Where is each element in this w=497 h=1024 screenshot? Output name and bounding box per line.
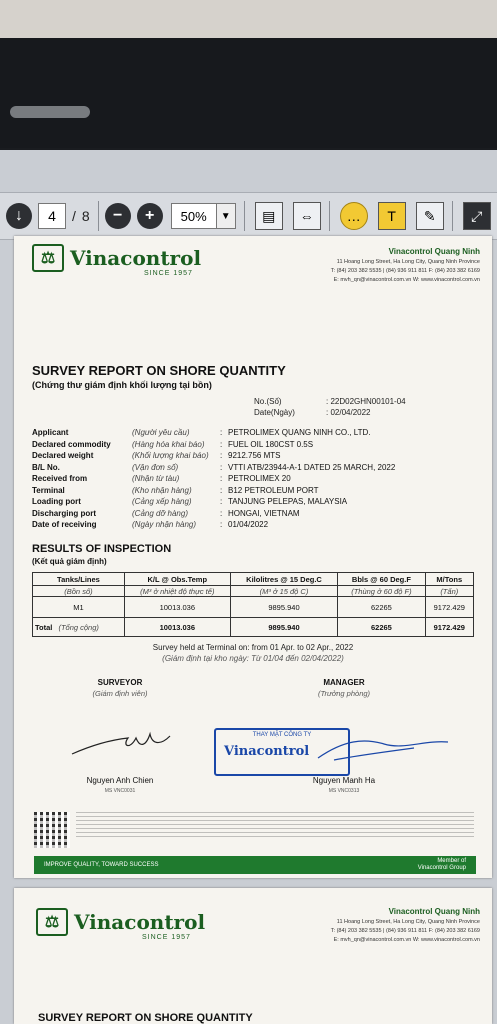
report-number-label: No.(Số)	[254, 397, 282, 406]
address-line: 11 Hoang Long Street, Ha Long City, Quang Ninh Province	[336, 259, 480, 265]
screen-glare	[10, 106, 90, 118]
column-header-vi: (M³ ở nhiệt độ thực tế)	[124, 586, 230, 597]
pdf-toolbar	[0, 192, 497, 240]
field-row: B/L No. (Vận đơn số) : VTTI ATB/23944-A-1 DATED 25 MARCH, 2022	[32, 462, 396, 472]
footer-member-line1: Member of	[437, 858, 466, 864]
column-header: Kilolitres @ 15 Deg.C	[230, 573, 338, 586]
total-label-vi: (Tổng cộng)	[58, 622, 99, 632]
comment-icon[interactable]: …	[340, 202, 368, 230]
field-label: Date of receiving	[32, 520, 97, 529]
field-row: Received from (Nhận từ tàu) : PETROLIMEX 20	[32, 474, 291, 483]
surveyor-title: SURVEYOR	[97, 678, 143, 687]
field-value: PETROLIMEX 20	[228, 474, 291, 483]
manager-title: MANAGER	[323, 678, 365, 687]
manager-title-vi: (Trưởng phòng)	[317, 689, 371, 698]
report-fields	[32, 428, 482, 532]
table-cell: 9895.940	[230, 618, 338, 637]
footer-member	[418, 858, 466, 872]
stamp-name: Vinacontrol	[224, 744, 310, 759]
highlight-text-icon[interactable]: T	[378, 202, 406, 230]
survey-held-note: Survey held at Terminal on: from 01 Apr. to 02 Apr., 2022	[152, 643, 354, 652]
phone-line: T: (84) 203 382 5535 | (84) 936 911 811 F: (84) 203 382 6169	[330, 928, 480, 934]
table-cell: 62265	[338, 597, 425, 618]
manager-code: MS VNC0313	[328, 788, 360, 794]
table-header-row	[33, 573, 474, 586]
column-header: Bbls @ 60 Deg.F	[338, 573, 425, 586]
table-row	[33, 597, 474, 618]
report-subtitle: (Chứng thư giám định khối lượng tại bồn)	[32, 380, 212, 390]
monitor-bezel	[0, 38, 497, 148]
table-cell: 62265	[338, 618, 425, 637]
footer-member-line2: Vinacontrol Group	[417, 865, 466, 871]
report-title: SURVEY REPORT ON SHORE QUANTITY	[38, 1012, 253, 1024]
table-cell: M1	[33, 597, 125, 618]
field-label-vi: (Cảng xếp hàng)	[132, 497, 192, 506]
report-date-value: : 02/04/2022	[326, 408, 371, 417]
toolbar-divider	[329, 201, 330, 231]
zoom-dropdown-icon[interactable]: ▼	[217, 203, 236, 229]
scales-icon: ⚖	[32, 244, 64, 272]
field-label: Applicant	[32, 428, 69, 437]
field-row: Loading port (Cảng xếp hàng) : TANJUNG PELEPAS, MALAYSIA	[32, 497, 348, 506]
email-line: E: mvh_qn@vinacontrol.com.vn W: www.vinacontrol.com.vn	[333, 277, 480, 283]
survey-held-note-vi: (Giám định tại kho ngày: Từ 01/04 đến 02/04/2022)	[162, 654, 344, 663]
email-line: E: mvh_qn@vinacontrol.com.vn W: www.vinacontrol.com.vn	[333, 937, 480, 943]
company-address-block	[331, 246, 480, 285]
sign-icon[interactable]: ✎	[416, 202, 444, 230]
next-page-icon[interactable]: ↓	[6, 203, 32, 229]
surveyor-name: Nguyen Anh Chien	[86, 776, 154, 785]
field-label-vi: (Ngày nhận hàng)	[132, 520, 197, 529]
since-label: SINCE 1957	[142, 934, 191, 941]
expand-icon[interactable]: ⤢	[463, 202, 491, 230]
field-value: 9212.756 MTS	[228, 451, 281, 460]
logo-text: Vinacontrol	[74, 910, 206, 934]
total-label-cell	[33, 618, 125, 637]
zoom-in-icon[interactable]: +	[137, 203, 163, 229]
zoom-level-input[interactable]: 50%	[171, 203, 217, 229]
toolbar-divider	[452, 201, 453, 231]
column-header: Tanks/Lines	[33, 573, 125, 586]
column-header: K/L @ Obs.Temp	[124, 573, 230, 586]
column-header: M/Tons	[425, 573, 473, 586]
fit-page-icon[interactable]: ▤	[255, 202, 283, 230]
footer-bar	[34, 856, 476, 874]
field-label-vi: (Khối lượng khai báo)	[132, 451, 209, 460]
manager-signature	[314, 730, 454, 770]
table-cell: 9172.429	[425, 597, 473, 618]
surveyor-signature	[70, 724, 190, 764]
branch-name: Vinacontrol Quang Ninh	[388, 247, 480, 256]
field-value: HONGAI, VIETNAM	[228, 508, 300, 518]
field-label-vi: (Nhận từ tàu)	[132, 474, 180, 483]
surveyor-code: MS VNC0031	[104, 788, 136, 794]
vinacontrol-logo	[36, 908, 205, 936]
column-header-vi: (M³ ở 15 độ C)	[230, 586, 338, 597]
address-line: 11 Hoang Long Street, Ha Long City, Quang Ninh Province	[336, 919, 480, 925]
field-row: Declared commodity (Hàng hóa khai báo) : FUEL OIL 180CST 0.5S	[32, 439, 314, 449]
field-value: FUEL OIL 180CST 0.5S	[228, 439, 314, 449]
inspection-table	[32, 572, 474, 637]
results-subtitle: (Kết quả giám định)	[32, 557, 107, 566]
field-label-vi: (Cảng dỡ hàng)	[132, 508, 188, 518]
report-number-value: : 22D02GHN00101-04	[326, 397, 406, 406]
logo-text: Vinacontrol	[70, 246, 202, 270]
toolbar-divider	[244, 201, 245, 231]
manager-name: Nguyen Manh Ha	[312, 776, 376, 785]
background-wall	[0, 0, 497, 38]
field-row: Applicant (Người yêu cầu) : PETROLIMEX QUANG NINH CO., LTD.	[32, 428, 371, 437]
footer-slogan: IMPROVE QUALITY, TOWARD SUCCESS	[44, 862, 159, 868]
field-value: VTTI ATB/23944-A-1 DATED 25 MARCH, 2022	[228, 462, 396, 472]
field-label-vi: (Người yêu cầu)	[132, 428, 190, 437]
table-cell: 10013.036	[124, 597, 230, 618]
table-header-vi-row	[33, 586, 474, 597]
field-value: B12 PETROLEUM PORT	[228, 485, 319, 495]
next-document-page	[14, 888, 492, 1024]
results-title: RESULTS OF INSPECTION	[32, 543, 172, 555]
field-row: Date of receiving (Ngày nhận hàng) : 01/04/2022	[32, 520, 269, 529]
report-number	[254, 397, 406, 406]
column-header-vi: (Tấn)	[425, 586, 473, 597]
field-value: PETROLIMEX QUANG NINH CO., LTD.	[228, 428, 371, 437]
field-label: Loading port	[32, 497, 81, 506]
field-row: Declared weight (Khối lượng khai báo) : 9212.756 MTS	[32, 451, 281, 460]
report-date-label: Date(Ngày)	[254, 408, 295, 417]
scales-icon: ⚖	[36, 908, 68, 936]
table-total-row	[33, 618, 474, 637]
table-cell: 9172.429	[425, 618, 473, 637]
table-cell: 9895.940	[230, 597, 338, 618]
report-title: SURVEY REPORT ON SHORE QUANTITY	[32, 363, 286, 378]
total-label: Total	[35, 622, 53, 632]
field-label: Declared weight	[32, 451, 94, 460]
field-label: Received from	[32, 474, 88, 483]
report-date	[254, 408, 371, 417]
field-label-vi: (Kho nhận hàng)	[132, 485, 192, 495]
column-header-vi: (Thùng ở 60 độ F)	[338, 586, 425, 597]
document-page	[14, 236, 492, 878]
company-address-block	[331, 906, 480, 945]
toolbar-divider	[98, 201, 99, 231]
qr-code	[34, 812, 70, 848]
field-label: Terminal	[32, 485, 65, 495]
since-label: SINCE 1957	[144, 270, 193, 277]
phone-line: T: (84) 203 382 5535 | (84) 936 911 811 F: (84) 203 382 6169	[330, 268, 480, 274]
surveyor-title-vi: (Giám định viên)	[92, 689, 148, 698]
field-label-vi: (Vận đơn số)	[132, 462, 179, 472]
zoom-out-icon[interactable]: −	[105, 203, 131, 229]
field-label-vi: (Hàng hóa khai báo)	[132, 439, 205, 449]
fit-width-icon[interactable]: ⇔	[293, 202, 321, 230]
vinacontrol-logo	[32, 244, 201, 272]
field-label: Declared commodity	[32, 439, 111, 449]
field-row: Discharging port (Cảng dỡ hàng) : HONGAI, VIETNAM	[32, 508, 300, 518]
branch-name: Vinacontrol Quang Ninh	[388, 907, 480, 916]
fine-print	[76, 812, 474, 840]
field-label: Discharging port	[32, 508, 97, 518]
field-label: B/L No.	[32, 462, 60, 472]
current-page-input[interactable]: 4	[38, 203, 66, 229]
column-header-vi: (Bồn số)	[33, 586, 125, 597]
total-pages: 8	[81, 208, 90, 224]
field-value: 01/04/2022	[228, 520, 269, 529]
field-value: TANJUNG PELEPAS, MALAYSIA	[228, 497, 348, 506]
field-row: Terminal (Kho nhận hàng) : B12 PETROLEUM PORT	[32, 485, 319, 495]
stamp-top-text: THAY MẶT CÔNG TY	[252, 732, 312, 738]
table-cell: 10013.036	[124, 618, 230, 637]
page-separator: /	[72, 208, 76, 224]
